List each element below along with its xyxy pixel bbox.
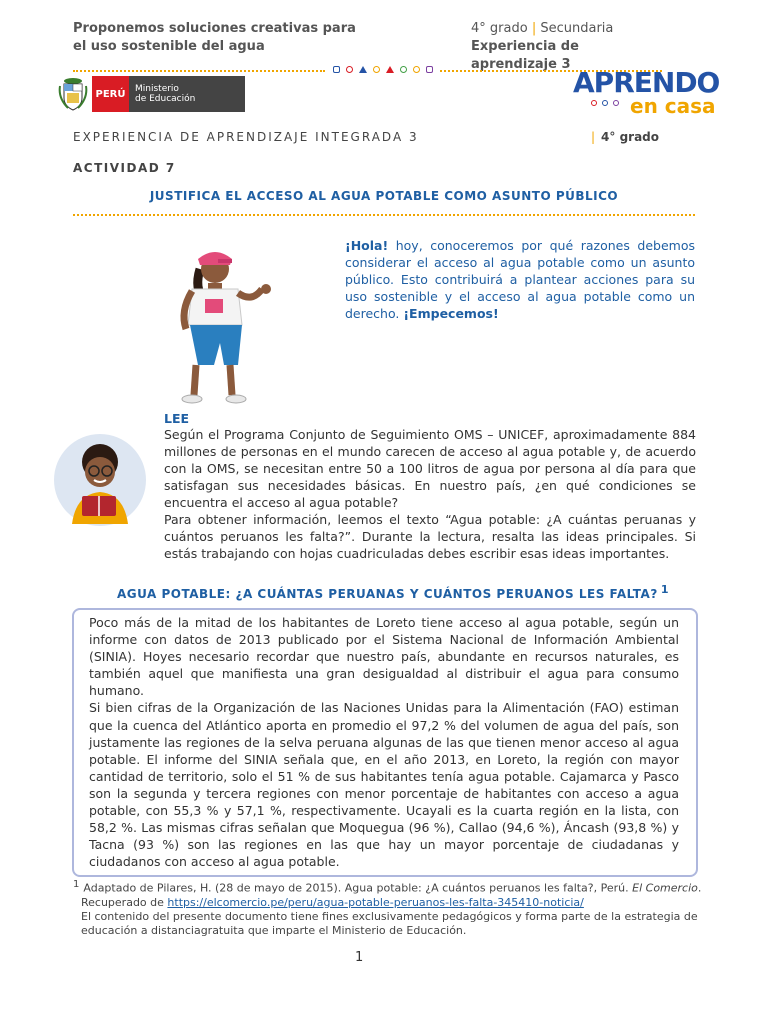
square-icon [333,66,340,73]
ministry-line1: Ministerio [135,84,179,94]
ministry-line2: de Educación [135,94,196,104]
aprendo-logo-text: APRENDO [573,66,720,99]
experience-grade-separator: | [591,130,596,144]
aprendo-en-casa-logo [573,68,718,120]
intro-greeting: ¡Hola! [345,238,389,253]
experience-grade [591,130,659,144]
ministry-logo [92,76,245,112]
circle-icon [413,66,420,73]
intro-body: hoy, conoceremos por qué razones debemos considerar el acceso al agua potable como un asunto público. Esto contribuirá a plantear acciones para su uso sostenible y el acceso al agua potable como un derecho. [345,238,695,321]
footnote-retrieved: Recuperado de [81,895,168,909]
page-number: 1 [355,950,364,965]
logo-decorative-dots [591,100,619,106]
student-girl-illustration [170,247,285,407]
student-boy-illustration [52,432,148,528]
intro-closing: ¡Empecemos! [403,306,499,321]
article-paragraph-1: Poco más de la mitad de los habitantes de Loreto tiene acceso al agua potable, según un informe con datos de 2013 publicado por el Sistema Nacional de Información Ambiental (SINIA). Hoyes necesario recordar que nuestro país, abundante en recursos naturales, es también aquel que manifiesta una gran desigualdad al distribuir el agua para consumo humano. [89,615,679,699]
peru-logo-label: PERÚ [92,76,129,112]
square-icon [426,66,433,73]
circle-icon [613,100,619,106]
article-body [89,614,679,870]
decorative-shapes [333,66,433,73]
header-separator: | [531,21,537,36]
header-program-title [73,20,356,56]
article-footnote-mark: 1 [660,583,669,596]
circle-icon [602,100,608,106]
read-instructions [164,426,696,562]
footnote-disclaimer: El contenido del presente documento tiene fines exclusivamente pedagógicos y forma parte de la estrategia de educación a distanciagratuita que imparte el Ministerio de Educación. [81,909,698,937]
footnote-newspaper: El Comercio [632,881,698,895]
en-casa-logo-text: en casa [630,94,716,118]
intro-paragraph [345,237,695,322]
article-paragraph-2: Si bien cifras de la Organización de las Naciones Unidas para la Alimentación (FAO) estiman que la cuenca del Atlántico aporta en promedio el 97,2 % del volumen de agua del país, son justamente las regiones de la selva peruana algunas de las que tienen menor acceso al agua potable. El informe del SINIA señala que, en el año 2013, en Loreto, la región con mayor cantidad de territorio, solo el 51 % de sus habitantes tenía agua potable. Cajamarca y Pasco son la segunda y tercera regiones con menor porcentaje de habitantes con acceso a agua potable, con 55,3 % y 57,1 %, respectivamente. Ucayali es la cuarta región en la lista, con 58,2 %. Las mismas cifras señalan que Moquegua (96 %), Callao (94,6 %), Áncash (93,8 %) y Tacna (93 %) son las regiones en las que hay un mayor porcentaje de ciudadanas y ciudadanos con acceso al agua potable. [89,700,679,870]
activity-label: ACTIVIDAD 7 [73,161,176,175]
read-paragraph-1: Según el Programa Conjunto de Seguimiento OMS – UNICEF, aproximadamente 884 millones de personas en el mundo carecen de acceso al agua potable y, de acuerdo con la OMS, se necesitan entre 50 a 100 litros de agua por persona al día para que satisfagan sus necesidades básicas. En nuestro país, ¿en qué condiciones se encuentra el acceso al agua potable? [164,427,696,510]
footnote [73,878,713,938]
triangle-icon [386,66,394,73]
article-title [117,583,697,601]
header-level: Secundaria [540,21,614,36]
read-label: LEE [164,411,190,426]
read-paragraph-2: Para obtener información, leemos el texto “Agua potable: ¿A cuántas peruanas y cuántos peruanos les falta?”. Durante la lectura, resalta las ideas principales. Si estás trabajando con hojas cuadriculadas debes escribir esas ideas importantes. [164,512,696,561]
circle-icon [400,66,407,73]
page-title: JUSTIFICA EL ACCESO AL AGUA POTABLE COMO ASUNTO PÚBLICO [149,189,619,203]
header-grade: 4° grado [471,21,528,36]
header-program-line2: el uso sostenible del agua [73,39,265,54]
circle-icon [346,66,353,73]
experience-grade-label: 4° grado [601,130,660,144]
footnote-source: Adaptado de Pilares, H. (28 de mayo de 2015). Agua potable: ¿A cuántos peruanos les falta?, Perú. [83,881,633,895]
header-dotted-divider-left [73,70,325,72]
footnote-period: . [697,881,702,895]
header-experience: Experiencia de aprendizaje 3 [471,39,579,72]
article-title-text: AGUA POTABLE: ¿A CUÁNTAS PERUANAS Y CUÁNTOS PERUANOS LES FALTA? [117,587,658,601]
experience-title: EXPERIENCIA DE APRENDIZAJE INTEGRADA 3 [73,130,419,144]
peru-coat-of-arms-icon [58,76,88,112]
circle-icon [373,66,380,73]
triangle-icon [359,66,367,73]
footnote-mark: 1 [73,879,80,890]
footnote-source-link[interactable]: https://elcomercio.pe/peru/agua-potable-peruanos-les-falta-345410-noticia/ [167,895,584,909]
circle-icon [591,100,597,106]
header-program-line1: Proponemos soluciones creativas para [73,21,356,36]
title-dotted-divider [73,214,695,216]
